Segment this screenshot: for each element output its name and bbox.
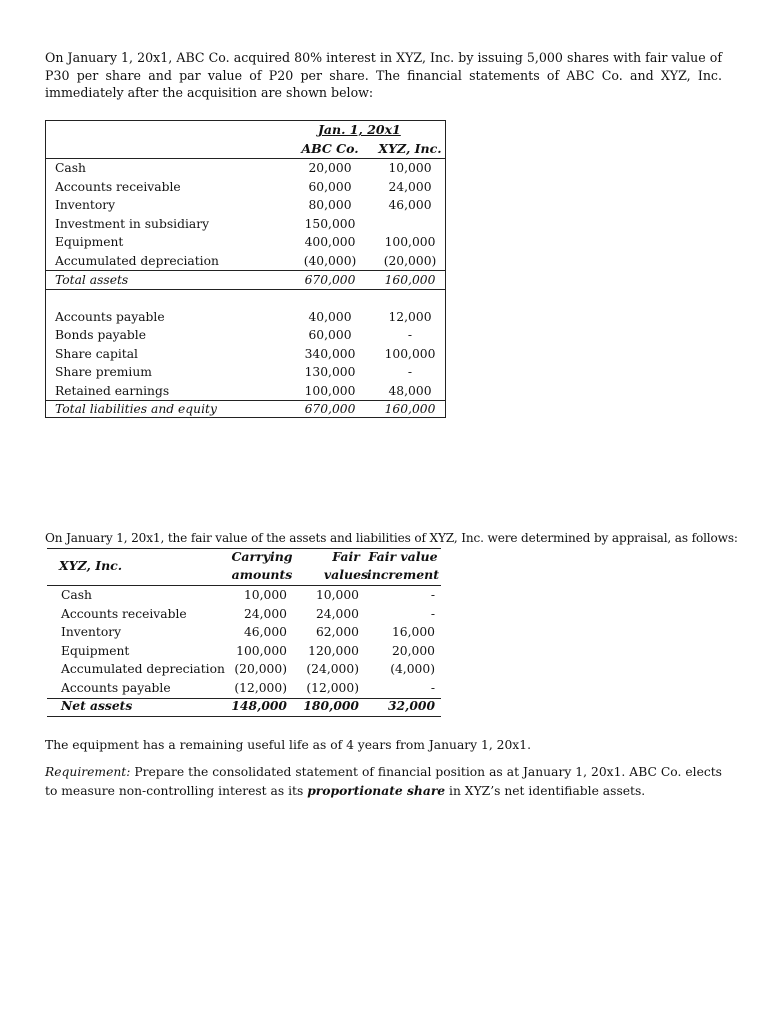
fair-value: 120,000 (308, 643, 359, 658)
carrying-value: 148,000 (231, 698, 287, 713)
fair-value-table (47, 548, 441, 716)
col-header-xyz: XYZ, Inc. (378, 141, 442, 156)
table-row (46, 326, 445, 345)
xyz-value: 160,000 (384, 272, 436, 287)
abc-value: 130,000 (304, 365, 356, 380)
row-label: Inventory (61, 625, 122, 640)
requirement-paragraph (45, 764, 722, 800)
table-row (46, 252, 445, 271)
entity-header: XYZ, Inc. (59, 558, 123, 573)
increment-value: - (430, 588, 435, 602)
row-label: Cash (55, 161, 86, 175)
col-header-abc: ABC Co. (301, 141, 359, 156)
row-label: Bonds payable (55, 328, 147, 343)
date-header: Jan. 1, 20x1 (318, 122, 401, 137)
abc-value: 80,000 (308, 198, 352, 213)
table-row (47, 623, 441, 642)
carrying-value: (20,000) (234, 662, 287, 677)
table-row (47, 660, 441, 679)
fair-header-2: values (323, 567, 369, 582)
abc-value: 400,000 (304, 235, 356, 250)
requirement-emphasis: proportionate share (307, 782, 446, 798)
increment-header-1: Fair value (368, 549, 438, 564)
increment-value: (4,000) (390, 662, 435, 677)
row-label: Accumulated depreciation (55, 254, 219, 268)
intro-paragraph: On January 1, 20x1, ABC Co. acquired 80% interest in XYZ, Inc. by issuing 5,000 shares with fair value of P30 per share and par value of P20 per share. The financial statements of ABC Co. and XYZ, Inc. immediately after the acquisition are shown below: (45, 50, 722, 100)
carrying-header-1: Carrying (231, 549, 293, 564)
bottom-rule (47, 716, 441, 717)
increment-value: 20,000 (391, 643, 435, 658)
abc-value: 150,000 (304, 216, 356, 231)
abc-value: 60,000 (308, 328, 352, 343)
row-label: Equipment (61, 643, 130, 658)
xyz-value: 24,000 (388, 179, 432, 194)
xyz-value: 10,000 (388, 161, 432, 175)
row-label: Cash (61, 588, 92, 602)
table-row (46, 196, 445, 215)
net-assets-row (47, 697, 441, 716)
table-row (47, 642, 441, 661)
row-label: Share premium (55, 365, 152, 380)
table-row (46, 363, 445, 382)
xyz-value: - (407, 328, 413, 343)
table-row (46, 382, 445, 401)
xyz-value: 100,000 (384, 346, 436, 361)
fair-value: 180,000 (303, 698, 359, 713)
table-row (46, 215, 445, 234)
xyz-value: 48,000 (388, 384, 432, 398)
abc-value: (40,000) (303, 254, 357, 268)
abc-value: 670,000 (304, 402, 356, 417)
xyz-value: (20,000) (383, 254, 437, 268)
table-row (46, 345, 445, 364)
row-label: Inventory (55, 198, 116, 213)
row-label: Net assets (61, 698, 133, 713)
table-row (46, 159, 445, 178)
abc-value: 60,000 (308, 179, 352, 194)
increment-value: - (430, 606, 435, 621)
xyz-value: 160,000 (384, 402, 436, 417)
carrying-header-2: amounts (231, 567, 293, 582)
carrying-value: 24,000 (243, 606, 287, 621)
fair-value: 10,000 (315, 588, 359, 602)
total-row (46, 271, 445, 290)
row-label: Accounts payable (61, 681, 171, 695)
requirement-label: Requirement: (45, 765, 131, 779)
increment-value: - (430, 681, 435, 695)
increment-value: 16,000 (391, 625, 435, 640)
abc-value: 670,000 (304, 272, 356, 287)
xyz-value: 46,000 (388, 198, 432, 213)
row-label: Accounts receivable (61, 606, 187, 621)
table-row (47, 679, 441, 698)
carrying-value: 46,000 (243, 625, 287, 640)
increment-header-2: increment (366, 567, 440, 582)
table-row (46, 233, 445, 252)
abc-value: 40,000 (308, 309, 352, 324)
row-label: Equipment (55, 235, 124, 250)
row-label: Investment in subsidiary (55, 216, 210, 231)
section-divider (46, 289, 445, 290)
increment-value: 32,000 (387, 698, 435, 713)
xyz-value: 12,000 (388, 309, 432, 324)
abc-value: 100,000 (304, 384, 356, 398)
row-label: Total liabilities and equity (55, 402, 217, 417)
fair-value: 24,000 (315, 606, 359, 621)
table-row (46, 178, 445, 197)
abc-value: 20,000 (308, 161, 352, 175)
carrying-value: 10,000 (243, 588, 287, 602)
row-label: Total assets (55, 272, 129, 287)
table-row (46, 308, 445, 327)
fair-value: (12,000) (306, 681, 359, 695)
balance-sheet-table (45, 120, 446, 418)
row-label: Accumulated depreciation (61, 662, 225, 677)
table-row (47, 605, 441, 624)
total-row (46, 400, 445, 419)
xyz-value: - (407, 365, 413, 380)
row-label: Share capital (55, 346, 138, 361)
row-label: Accounts payable (55, 309, 165, 324)
requirement-text-end: in XYZ’s net identifiable assets. (445, 783, 646, 798)
fair-header-1: Fair (332, 549, 360, 564)
table-row (47, 586, 441, 605)
carrying-value: (12,000) (234, 681, 287, 695)
abc-value: 340,000 (304, 346, 356, 361)
row-label: Retained earnings (55, 384, 170, 398)
useful-life-note: The equipment has a remaining useful life as of 4 years from January 1, 20x1. (45, 738, 531, 752)
fair-value: 62,000 (315, 625, 359, 640)
xyz-value: 100,000 (384, 235, 436, 250)
fair-value: (24,000) (306, 662, 359, 677)
fair-value-intro: On January 1, 20x1, the fair value of the assets and liabilities of XYZ, Inc. were determined by appraisal, as follows: (45, 531, 738, 545)
row-label: Accounts receivable (55, 179, 181, 194)
carrying-value: 100,000 (236, 643, 287, 658)
requirement-text: Prepare the consolidated statement of financial position as at January 1, 20x1. ABC Co. elects to measure non-controlling interest as its (45, 765, 722, 798)
